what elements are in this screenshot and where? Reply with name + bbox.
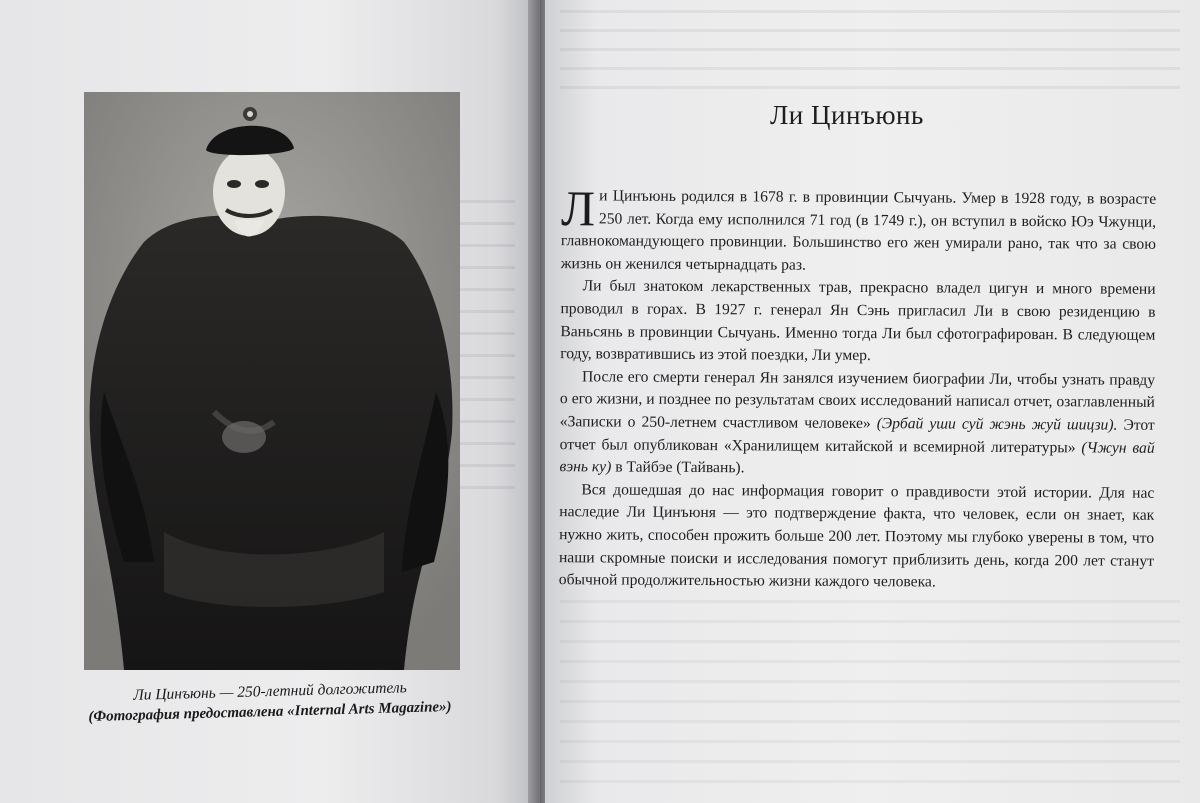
chapter-body bbox=[558, 180, 1157, 595]
paragraph-3-part3: в Тайбэе (Тайвань). bbox=[611, 458, 745, 477]
paragraph-3-part1: После его смерти генерал Ян занялся изучением биографии Ли, чтобы узнать правду о его жизни, и позднее по результатам своих исследований написал отчет, озаглавленный «Записки о 250-летнем счастливом человеке» bbox=[559, 368, 1156, 433]
paragraph-3-italic2: (Чжун вай вэнь ку) bbox=[559, 438, 1155, 476]
chapter-title: Ли Цинъюнь bbox=[770, 100, 924, 130]
paragraph-3 bbox=[559, 366, 1155, 483]
paragraph-2: Ли был знатоком лекарственных трав, прекрасно владел цигун и много времени проводил в горах. В 1927 г. генерал Ян Сэнь пригласил Ли в свою резиденцию в Ваньсянь в провинции Сычуань. Именно тогда Ли был сфотографирован. В следующем году, возвратившись из этой поездки, Ли умер. bbox=[560, 277, 1156, 365]
paragraph-3-italic1: (Эрбай уши суй жэнь жуй шицзи). bbox=[876, 415, 1118, 434]
paragraph-1-text: и Цинъюнь родился в 1678 г. в провинции Сычуань. Умер в 1928 году, в возрасте 250 лет. Когда ему исполнился 71 год (в 1749 г.), он вступил в войско Юэ Чжунци, главнокомандующего провинции. Большинство его жен умирали рано, так что за свою жизнь он женился четырнадцать раз. bbox=[560, 187, 1157, 274]
portrait-photo bbox=[84, 92, 460, 670]
left-page bbox=[0, 0, 540, 803]
drop-cap: Л bbox=[560, 180, 596, 237]
paragraph-1 bbox=[560, 180, 1157, 279]
bleed-through-lines-bottom bbox=[560, 600, 1180, 790]
photo-caption-title: Ли Цинъюнь — 250-летний долгожитель bbox=[133, 679, 407, 704]
paragraph-4: Вся дошедшая до нас информация говорит о правдивости этой истории. Для нас наследие Ли Цинъюня — это подтверждение факта, что человек, если он знает, как нужно жить, способен прожить больше 200 лет. Поэтому мы глубоко уверены в том, что наши скромные поиски и исследования помогут приблизить день, когда 200 лет станут обычной продолжительностью жизни каждого человека. bbox=[558, 481, 1155, 591]
photo-caption-credit: (Фотография предоставлена «Internal Arts Magazine») bbox=[88, 698, 452, 726]
paragraph-3-part2: Этот отчет был опубликован «Хранилищем китайской и всемирной литературы» bbox=[559, 416, 1155, 456]
bleed-through-lines-top bbox=[560, 10, 1180, 100]
portrait-illustration bbox=[84, 92, 460, 670]
